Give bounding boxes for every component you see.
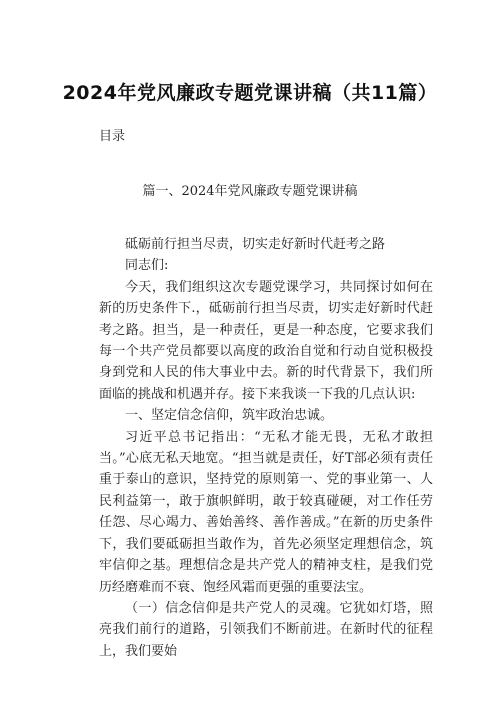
body-paragraph: （一）信念信仰是共产党人的灵魂。它犹如灯塔，照亮我们前行的道路，引领我们不断前进。在新时代的征程上，我们要始 bbox=[99, 600, 433, 659]
body-paragraph: 今天，我们组织这次专题党课学习，共同探讨如何在新的历史条件下.，砥砺前行担当尽责，切实走好新时代赶考之路。担当，是一种责任，更是一种态度，它要求我们每一个共产党员都要以高度的政治自觉和行动自觉积极投身到党和人民的伟大事业中去。新的时代背景下，我们所面临的挑战和机遇并存。接下来我谈一下我的几点认识: bbox=[99, 279, 433, 402]
body-paragraph: 习近平总书记指出：“无私才能无畏，无私才敢担当。”心底无私天地宽。“担当就是责任，好T部必须有责任重于泰山的意识，坚持党的原则第一、党的事业第一、人民利益第一，敢于旗帜鲜明，敢于较真碰硬，对工作任劳任怨、尽心竭力、善始善终、善作善成。”在新的历史条件下，我们要砥砺担当敢作为，首先必须坚定理想信念，筑牢信仰之基。理想信念是共产党人的精神支柱，是我们党历经磨难而不衰、饱经风霜而更强的重要法宝。 bbox=[99, 429, 433, 595]
document-body bbox=[99, 234, 433, 662]
chapter-heading: 篇一、2024年党风廉政专题党课讲稿 bbox=[142, 184, 358, 199]
speech-subtitle: 砥砺前行担当尽责，切实走好新时代赶考之路 bbox=[125, 237, 386, 252]
toc-label: 目录 bbox=[99, 129, 126, 144]
section-heading: 一、坚定信念信仰，筑牢政治忠诚。 bbox=[125, 408, 334, 424]
salutation: 同志们: bbox=[125, 258, 169, 274]
document-title: 2024年党风廉政专题党课讲稿（共11篇） bbox=[62, 82, 438, 104]
